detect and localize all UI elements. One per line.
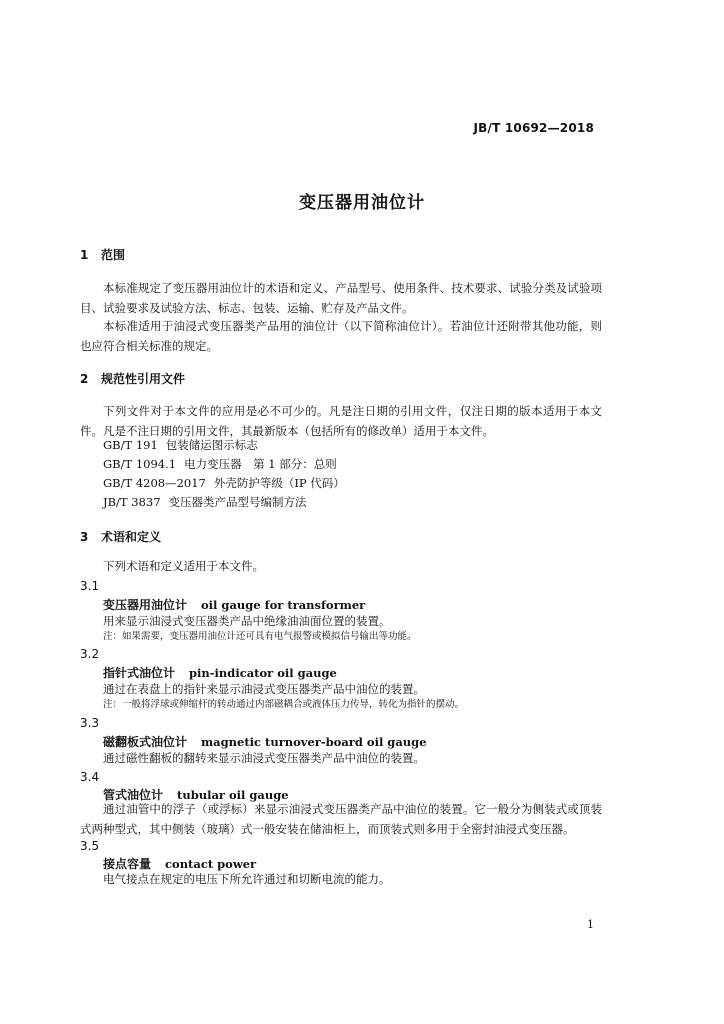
term-chinese: 指针式油位计 xyxy=(103,666,176,680)
term-heading xyxy=(103,596,365,613)
reference-code: GB/T 4208—2017 xyxy=(103,476,206,490)
term-english: pin-indicator oil gauge xyxy=(189,666,337,680)
clause-number: 3.4 xyxy=(80,770,100,784)
section-title: 范围 xyxy=(101,248,126,262)
section-number: 2 xyxy=(80,372,89,386)
reference-code: JB/T 3837 xyxy=(103,495,161,509)
reference-title: 包装储运图示标志 xyxy=(165,438,258,452)
section-number: 3 xyxy=(80,530,89,544)
standard-number: JB/T 10692—2018 xyxy=(473,121,594,135)
term-english: magnetic turnover-board oil gauge xyxy=(201,735,427,749)
reference-code: GB/T 1094.1 xyxy=(103,457,177,471)
section-1-heading xyxy=(80,246,125,263)
term-heading xyxy=(103,733,427,750)
term-definition: 通过磁性翻板的翻转来显示油浸式变压器类产品中油位的装置。 xyxy=(103,751,425,765)
term-english: contact power xyxy=(165,857,257,871)
term-definition: 通过油管中的浮子（或浮标）来显示油浸式变压器类产品中油位的装置。它一般分为侧装式或顶装式两种型式，其中侧装（玻璃）式一般安装在储油柜上，而顶装式则多用于全密封油浸式变压器。 xyxy=(80,802,602,836)
term-definition: 用来显示油浸式变压器类产品中绝缘油油面位置的装置。 xyxy=(103,614,391,628)
term-chinese: 接点容量 xyxy=(103,857,152,871)
term-english: oil gauge for transformer xyxy=(201,598,366,612)
term-chinese: 管式油位计 xyxy=(103,788,164,802)
terms-intro: 下列术语和定义适用于本文件。 xyxy=(103,559,264,573)
clause-number: 3.3 xyxy=(80,716,100,730)
section-title: 规范性引用文件 xyxy=(101,372,186,386)
clause-number: 3.5 xyxy=(80,839,100,853)
references-intro: 下列文件对于本文件的应用是必不可少的。凡是注日期的引用文件，仅注日期的版本适用于本文件。凡是不注日期的引用文件，其最新版本（包括所有的修改单）适用于本文件。 xyxy=(80,404,602,438)
reference-code: GB/T 191 xyxy=(103,438,158,452)
term-note: 注：如果需要，变压器用油位计还可具有电气报警或模拟信号输出等功能。 xyxy=(103,631,417,642)
page-number: 1 xyxy=(587,918,594,931)
reference-item xyxy=(103,455,337,473)
reference-item xyxy=(103,474,345,492)
document-title: 变压器用油位计 xyxy=(299,193,425,213)
term-english: tubular oil gauge xyxy=(177,788,289,802)
clause-number: 3.2 xyxy=(80,647,100,661)
clause-number: 3.1 xyxy=(80,579,100,593)
section-number: 1 xyxy=(80,248,89,262)
reference-title: 外壳防护等级（IP 代码） xyxy=(213,476,345,490)
reference-title: 变压器类产品型号编制方法 xyxy=(168,495,307,509)
term-chinese: 磁翻板式油位计 xyxy=(103,735,188,749)
term-heading xyxy=(103,664,337,681)
reference-item xyxy=(103,493,307,511)
term-chinese: 变压器用油位计 xyxy=(103,598,188,612)
reference-item xyxy=(103,436,258,454)
section-3-heading xyxy=(80,528,161,545)
term-definition: 通过在表盘上的指针来显示油浸式变压器类产品中油位的装置。 xyxy=(103,682,425,696)
scope-paragraph-2: 本标准适用于油浸式变压器类产品用的油位计（以下简称油位计）。若油位计还附带其他功能，则也应符合相关标准的规定。 xyxy=(80,319,602,353)
term-definition: 电气接点在规定的电压下所允许通过和切断电流的能力。 xyxy=(103,872,391,886)
scope-paragraph-1: 本标准规定了变压器用油位计的术语和定义、产品型号、使用条件、技术要求、试验分类及试验项目、试验要求及试验方法、标志、包装、运输、贮存及产品文件。 xyxy=(80,281,602,315)
section-2-heading xyxy=(80,370,185,387)
section-title: 术语和定义 xyxy=(101,530,162,544)
reference-title: 电力变压器 第 1 部分：总则 xyxy=(184,457,337,471)
term-note: 注：一般将浮球或伸缩杆的转动通过内部磁耦合或液体压力传导，转化为指针的摆动。 xyxy=(103,699,465,710)
